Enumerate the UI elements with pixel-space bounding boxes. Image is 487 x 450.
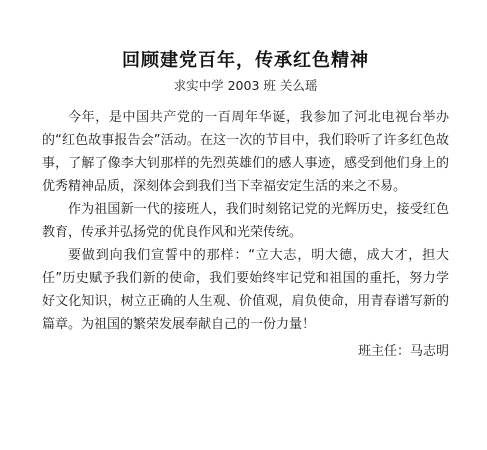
paragraph: 作为祖国新一代的接班人，我们时刻铭记党的光辉历史，接受红色教育，传承并弘扬党的优良作风和光荣传统。 [42,202,449,240]
paragraph: 要做到向我们宣誓中的那样：“立大志，明大德，成大才，担大任”历史赋予我们新的使命，我们要始终牢记党和祖国的重托，努力学好文化知识，树立正确的人生观、价值观，肩负使命，用青春谱写新的篇章。为祖国的繁荣发展奉献自己的一份力量！ [42,248,449,332]
document-title: 回顾建党百年，传承红色精神 [122,50,369,71]
paragraph: 今年，是中国共产党的一百周年华诞，我参加了河北电视台举办的“红色故事报告会”活动。在这一次的节目中，我们聆听了许多红色故事，了解了像李大钊那样的先烈英雄们的感人事迹，感受到他们身上的优秀精神品质，深刻体会到我们当下幸福安定生活的来之不易。 [42,110,449,194]
signature: 班主任：马志明 [357,344,449,359]
author-line: 求实中学 2003 班 关么瑶 [173,78,318,93]
document-body [42,106,449,336]
